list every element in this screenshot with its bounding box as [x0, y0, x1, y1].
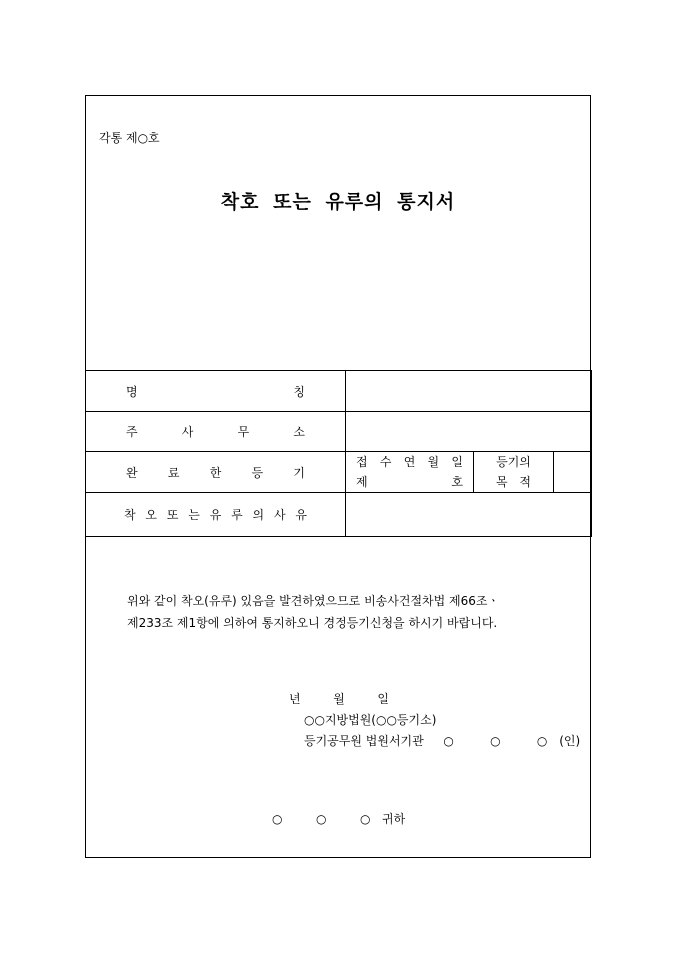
reason-label-char: 루: [231, 508, 243, 522]
receipt-date-char: 월: [427, 455, 440, 469]
completed-registration-row: [86, 452, 592, 493]
officer-title: 등기공무원 법원서기관: [304, 734, 424, 748]
completed-label-char: 한: [209, 465, 222, 480]
recipient-name-placeholder: ○: [360, 811, 371, 826]
officer-line: [304, 732, 580, 749]
issue-date: [289, 690, 389, 707]
reason-label-char: 착: [124, 508, 136, 522]
reason-label-char: 또: [166, 508, 179, 522]
registration-fields-table: [85, 370, 592, 537]
officer-name-placeholder: ○: [536, 734, 548, 748]
completed-label-char: 등: [251, 465, 264, 480]
document-title: 착호 또는 유루의 통지서: [220, 191, 456, 213]
completed-label-char: 완: [126, 465, 138, 480]
recipient-name-placeholder: ○: [316, 811, 327, 826]
reason-label-char: 의: [252, 508, 265, 522]
address-value-cell[interactable]: [346, 412, 592, 452]
name-row: [86, 371, 592, 412]
seal-mark: (인): [559, 734, 581, 748]
completed-label-char: 료: [167, 465, 180, 480]
purpose-label-char: 목: [496, 475, 508, 489]
address-row: [86, 412, 592, 452]
notice-body: [127, 590, 499, 634]
reason-label-char: 오: [145, 508, 158, 522]
address-label-char: 주: [126, 425, 138, 439]
recipient-line: [272, 810, 405, 827]
notice-form: [85, 95, 591, 858]
reason-label-char: 는: [188, 508, 200, 522]
receipt-date-char: 접: [356, 455, 368, 469]
receipt-no-char: 제: [356, 475, 368, 489]
address-label-cell: [86, 412, 346, 452]
date-year-label: 년: [289, 692, 301, 706]
address-label-char: 소: [293, 425, 305, 439]
document-number: 각통 제○호: [99, 131, 160, 145]
reason-row: [86, 493, 592, 537]
name-label-cell: [86, 371, 346, 412]
receipt-cell[interactable]: [346, 452, 474, 493]
receipt-date-char: 수: [379, 455, 392, 469]
officer-name-placeholder: ○: [490, 734, 501, 748]
reason-label-char: 사: [273, 508, 286, 522]
recipient-name-placeholder: ○: [272, 811, 283, 826]
purpose-label-char: 적: [519, 475, 531, 489]
completed-label-char: 기: [293, 465, 305, 480]
receipt-no-char: 호: [451, 475, 463, 489]
reason-label-cell: [86, 493, 346, 537]
recipient-suffix: 귀하: [382, 812, 406, 826]
court-name: ○○지방법원(○○등기소): [304, 713, 437, 727]
reason-label-char: 유: [209, 508, 222, 522]
purpose-label-cell: [474, 452, 554, 493]
date-day-label: 일: [377, 692, 389, 706]
address-label-char: 무: [237, 425, 250, 439]
name-label-char: 칭: [293, 384, 305, 399]
receipt-date-char: 연: [403, 455, 416, 469]
name-value-cell[interactable]: [346, 371, 592, 412]
name-label-char: 명: [126, 384, 138, 399]
purpose-value-cell[interactable]: [554, 452, 592, 493]
notice-body-line: 제233조 제1항에 의하여 통지하오니 경정등기신청을 하시기 바랍니다.: [127, 616, 498, 630]
reason-label-char: 유: [295, 508, 307, 522]
notice-body-line: 위와 같이 착오(유루) 있음을 발견하였으므로 비송사건절차법 제66조ㆍ: [127, 594, 500, 608]
purpose-label-top: 등기의: [496, 455, 531, 469]
address-label-char: 사: [181, 425, 194, 439]
date-month-label: 월: [333, 692, 345, 706]
reason-value-cell[interactable]: [346, 493, 592, 537]
receipt-date-char: 일: [451, 455, 463, 469]
completed-label-cell: [86, 452, 346, 493]
officer-name-placeholder: ○: [443, 734, 454, 748]
